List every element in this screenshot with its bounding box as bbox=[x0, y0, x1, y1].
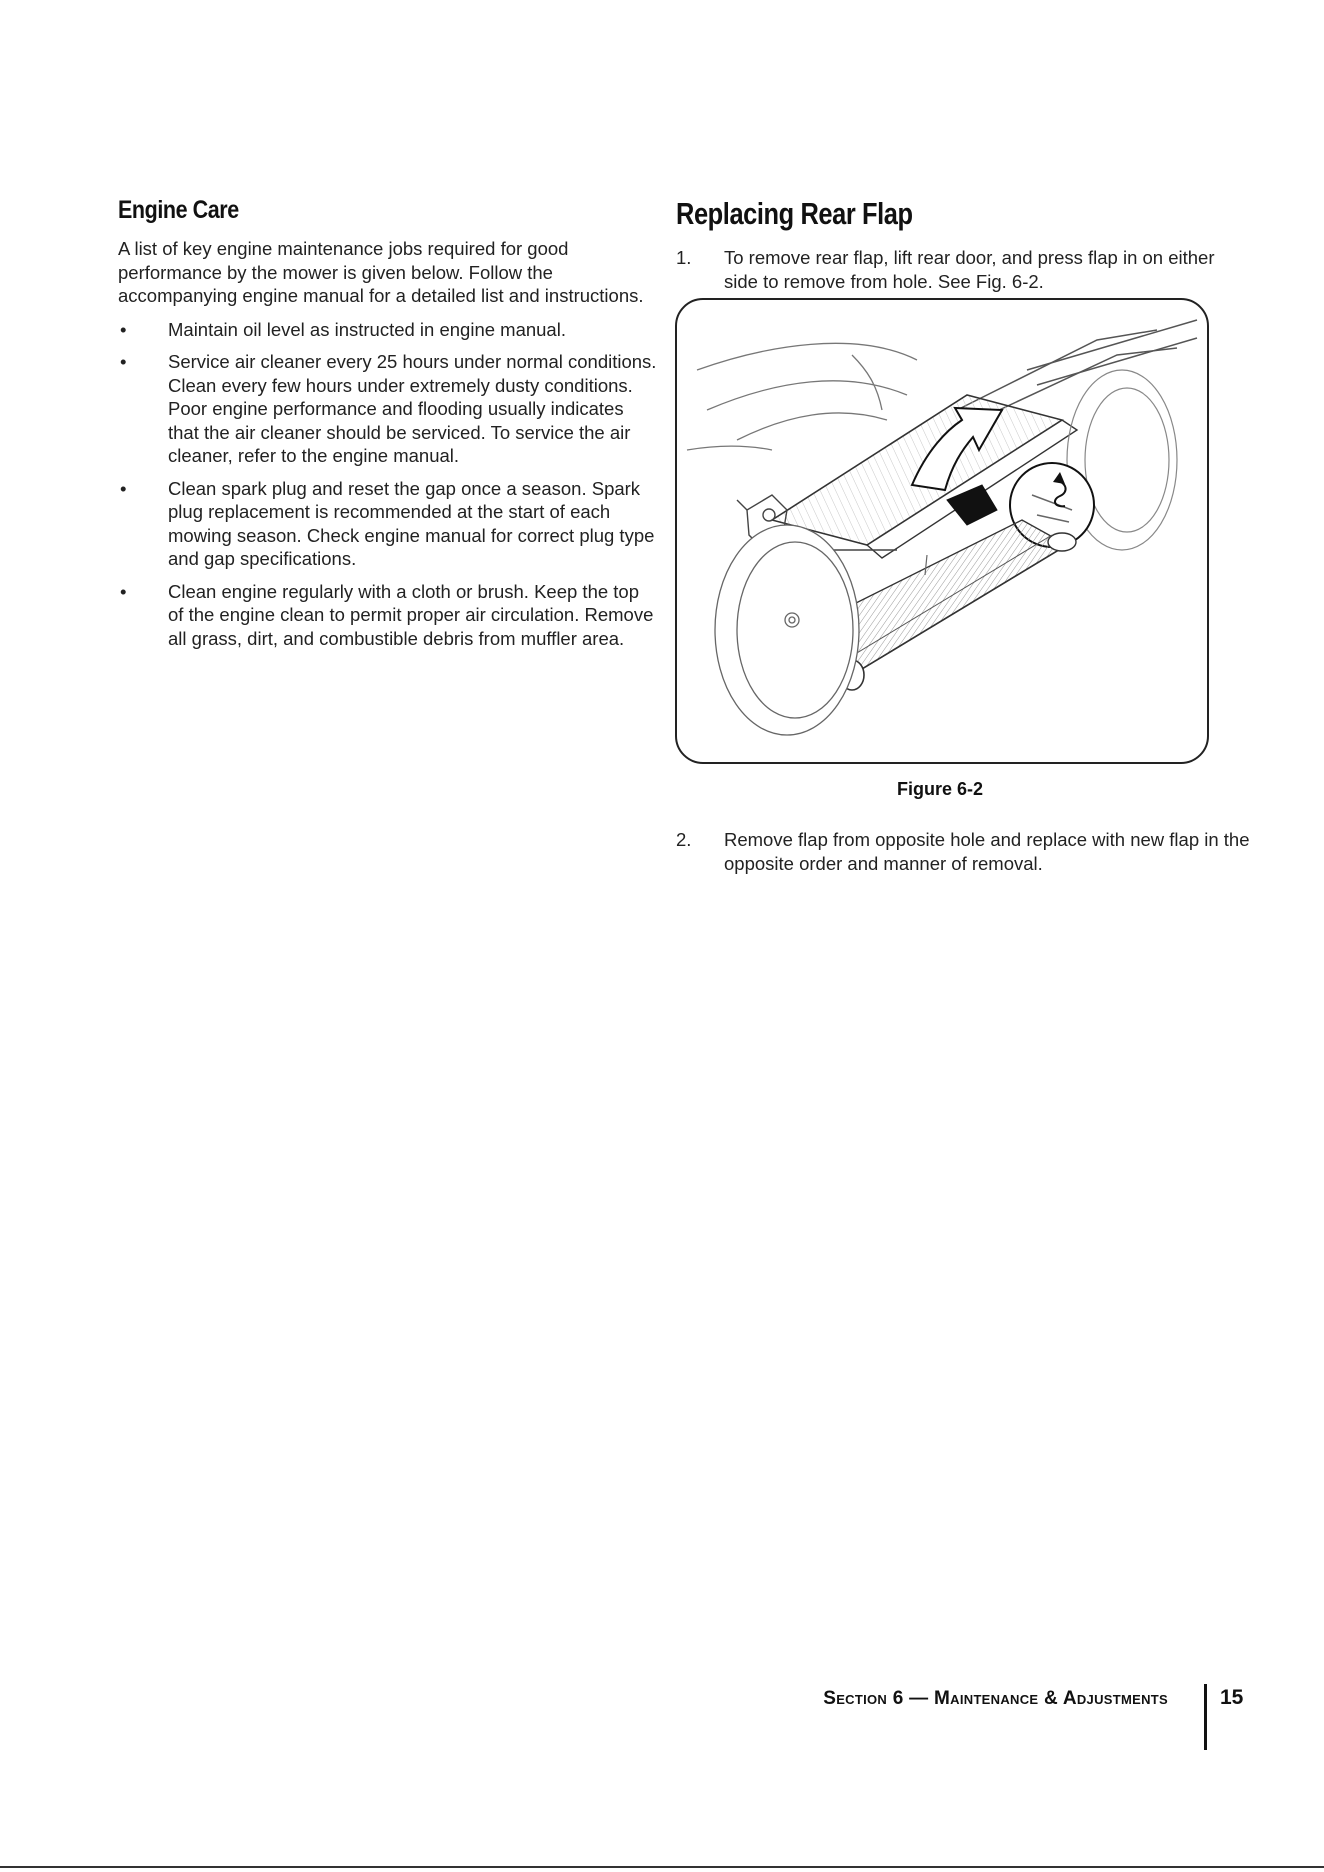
list-item-text: Clean spark plug and reset the gap once a season. Spark plug replacement is recommended at the start of each mowing season. Check engine manual for correct plug type and gap specifications. bbox=[168, 477, 655, 569]
footer-section-title: Section 6 — Maintenance & Adjustments bbox=[823, 1688, 1168, 1709]
list-item bbox=[118, 350, 658, 468]
mower-rear-flap-illustration bbox=[677, 300, 1207, 762]
list-item-text: Maintain oil level as instructed in engine manual. bbox=[168, 318, 566, 340]
engine-care-section bbox=[118, 196, 658, 659]
rear-flap-heading: Replacing Rear Flap bbox=[676, 196, 913, 231]
step-text: Remove flap from opposite hole and replace with new flap in the opposite order and manner of removal. bbox=[724, 829, 1250, 874]
list-item bbox=[118, 580, 658, 651]
page-number: 15 bbox=[1220, 1686, 1244, 1709]
list-item-text: Clean engine regularly with a cloth or brush. Keep the top of the engine clean to permit proper air circulation. Remove all grass, dirt, and combustible debris from muffler area. bbox=[168, 580, 654, 649]
step-text: To remove rear flap, lift rear door, and press flap in on either side to remove from hole. See Fig. 6-2. bbox=[724, 247, 1215, 292]
rear-flap-section bbox=[676, 196, 1216, 293]
engine-care-intro: A list of key engine maintenance jobs required for good performance by the mower is given below. Follow the accompanying engine manual for a detailed list and instructions. bbox=[118, 238, 644, 306]
step-1 bbox=[676, 246, 1216, 293]
bullet-icon: • bbox=[120, 580, 127, 602]
left-wheel bbox=[715, 525, 859, 735]
step-2 bbox=[676, 828, 1264, 875]
list-item bbox=[118, 318, 658, 342]
page-bottom-border bbox=[0, 1866, 1324, 1868]
list-item-text: Service air cleaner every 25 hours under normal conditions. Clean every few hours under extremely dusty conditions. Poor engine performance and flooding usually indicates that the air cleaner should be serviced. To service the air cleaner, refer to the engine manual. bbox=[168, 351, 657, 466]
engine-care-heading: Engine Care bbox=[118, 196, 239, 224]
deck-housing bbox=[687, 343, 917, 450]
figure-6-2 bbox=[675, 298, 1209, 764]
bullet-icon: • bbox=[120, 351, 127, 372]
step-number: 1. bbox=[676, 247, 692, 268]
bullet-icon: • bbox=[120, 477, 127, 499]
list-item bbox=[118, 477, 658, 571]
bullet-icon: • bbox=[120, 318, 127, 340]
figure-caption: Figure 6-2 bbox=[896, 779, 984, 799]
step-number: 2. bbox=[676, 829, 692, 850]
footer-divider bbox=[1204, 1684, 1207, 1750]
engine-care-list bbox=[118, 318, 658, 651]
